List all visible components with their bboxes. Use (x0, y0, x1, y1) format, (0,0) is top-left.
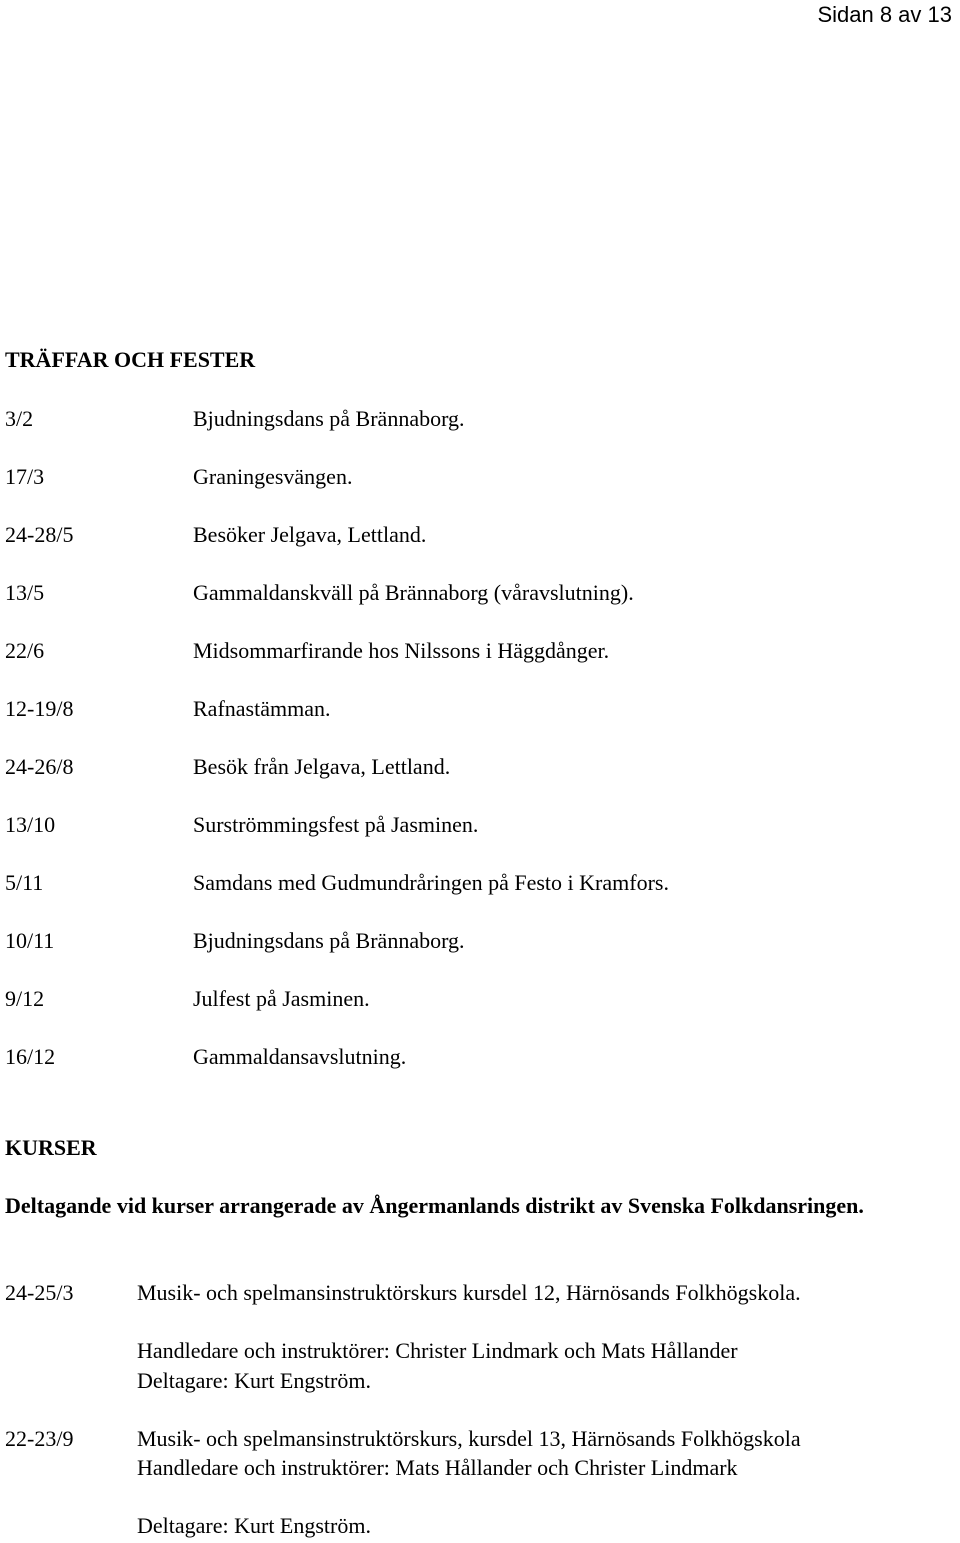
course-participants: Deltagare: Kurt Engström. (137, 1513, 371, 1538)
course-leaders: Handledare och instruktörer: Mats Hållander och Christer Lindmark (137, 1455, 738, 1480)
event-date: 10/11 (5, 928, 55, 953)
event-description: Julfest på Jasminen. (193, 986, 370, 1011)
event-description: Rafnastämman. (193, 696, 331, 721)
event-date: 24-26/8 (5, 754, 74, 779)
event-date: 16/12 (5, 1044, 56, 1069)
events-heading: TRÄFFAR OCH FESTER (5, 347, 256, 372)
page-number: Sidan 8 av 13 (817, 2, 952, 27)
course-participants: Deltagare: Kurt Engström. (137, 1368, 371, 1393)
event-description: Bjudningsdans på Brännaborg. (193, 406, 465, 431)
event-date: 5/11 (5, 870, 44, 895)
course-title: Musik- och spelmansinstruktörskurs, kursdel 13, Härnösands Folkhögskola (137, 1426, 801, 1451)
event-description: Besöker Jelgava, Lettland. (193, 522, 427, 547)
event-date: 12-19/8 (5, 696, 74, 721)
event-date: 17/3 (5, 464, 45, 489)
event-description: Besök från Jelgava, Lettland. (193, 754, 451, 779)
event-description: Graningesvängen. (193, 464, 353, 489)
course-date: 24-25/3 (5, 1280, 74, 1305)
event-description: Samdans med Gudmundråringen på Festo i Kramfors. (193, 870, 669, 895)
event-date: 24-28/5 (5, 522, 74, 547)
course-date: 22-23/9 (5, 1426, 74, 1451)
courses-intro: Deltagande vid kurser arrangerade av Ångermanlands distrikt av Svenska Folkdansringen. (5, 1193, 864, 1218)
event-description: Gammaldanskväll på Brännaborg (våravslutning). (193, 580, 634, 605)
event-date: 13/10 (5, 812, 56, 837)
event-description: Surströmmingsfest på Jasminen. (193, 812, 479, 837)
course-leaders: Handledare och instruktörer: Christer Lindmark och Mats Hållander (137, 1338, 738, 1363)
event-description: Midsommarfirande hos Nilssons i Häggdånger. (193, 638, 610, 663)
event-description: Gammaldansavslutning. (193, 1044, 407, 1069)
courses-heading: KURSER (5, 1135, 97, 1160)
event-date: 9/12 (5, 986, 45, 1011)
course-title: Musik- och spelmansinstruktörskurs kursdel 12, Härnösands Folkhögskola. (137, 1280, 801, 1305)
event-date: 3/2 (5, 406, 34, 431)
event-description: Bjudningsdans på Brännaborg. (193, 928, 465, 953)
event-date: 22/6 (5, 638, 45, 663)
event-date: 13/5 (5, 580, 45, 605)
